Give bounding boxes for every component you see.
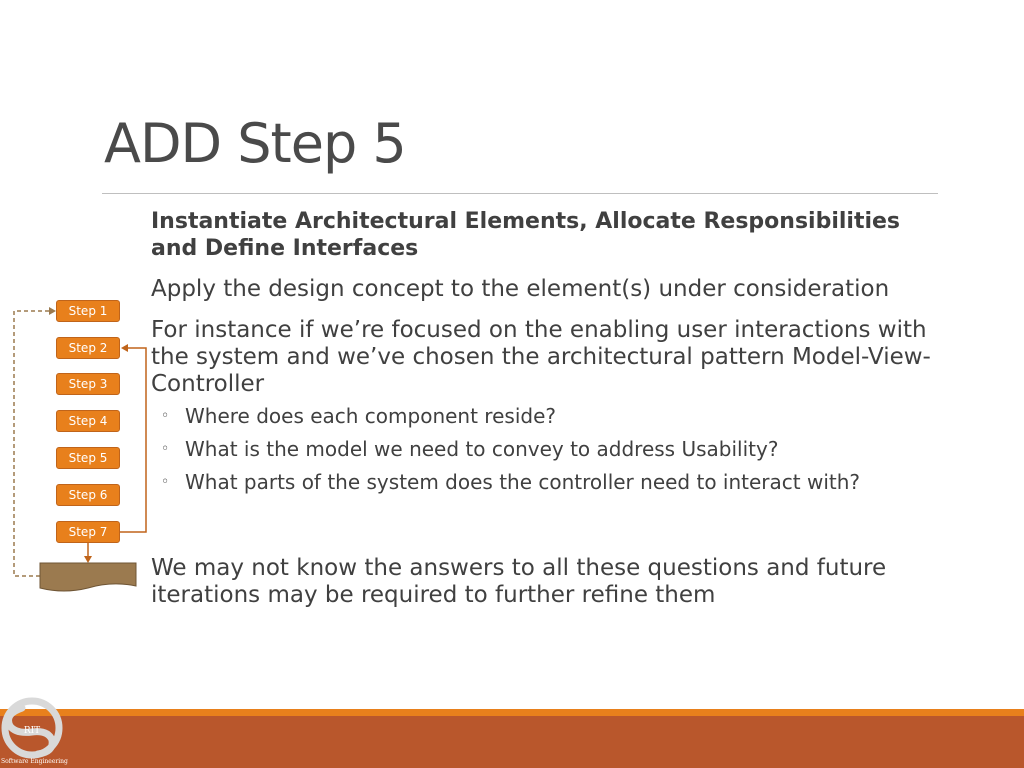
bullet-icon: ◦: [161, 408, 170, 424]
paragraph-conclusion: We may not know the answers to all these questions and future iterations may be required to further refine them: [151, 555, 887, 608]
slide-body: [151, 208, 941, 609]
paragraph-apply-design: Apply the design concept to the element(s) under consideration: [151, 276, 890, 302]
title-divider: [102, 193, 938, 194]
step-4-box: Step 4: [56, 410, 120, 432]
list-item: [161, 433, 941, 466]
step-5-box: Step 5: [56, 447, 120, 469]
list-item: [161, 400, 941, 433]
slide-title: ADD Step 5: [104, 112, 406, 175]
arrowhead-icon: [121, 344, 128, 352]
feedback-loop-arrow: [14, 311, 50, 576]
step-2-box: Step 2: [56, 337, 120, 359]
logo-text: RIT: [23, 726, 41, 736]
step-6-box: Step 6: [56, 484, 120, 506]
step-7-box: Step 7: [56, 521, 120, 543]
arrowhead-icon: [84, 556, 92, 563]
question-list: [161, 400, 941, 499]
logo-caption: Software Engineering: [1, 758, 68, 765]
arrowhead-icon: [49, 307, 56, 315]
bullet-icon: ◦: [161, 441, 170, 457]
section-heading: Instantiate Architectural Elements, Allocate Responsibilities and Define Interfaces: [151, 209, 901, 261]
bracket-connector: [120, 348, 146, 532]
rit-logo-icon: [0, 694, 70, 768]
document-icon: [40, 563, 136, 591]
list-item: [161, 466, 941, 499]
step-1-box: Step 1: [56, 300, 120, 322]
footer-bar: [0, 716, 1024, 768]
step-3-box: Step 3: [56, 373, 120, 395]
paragraph-example: For instance if we’re focused on the enabling user interactions with the system and we’ve chosen the architectural pattern Model-View-Controller: [151, 317, 931, 397]
list-item-text: What is the model we need to convey to address Usability?: [185, 437, 779, 461]
list-item-text: Where does each component reside?: [185, 404, 556, 428]
list-item-text: What parts of the system does the controller need to interact with?: [185, 470, 861, 494]
bullet-icon: ◦: [161, 474, 170, 490]
footer-accent-bar: [0, 709, 1024, 716]
